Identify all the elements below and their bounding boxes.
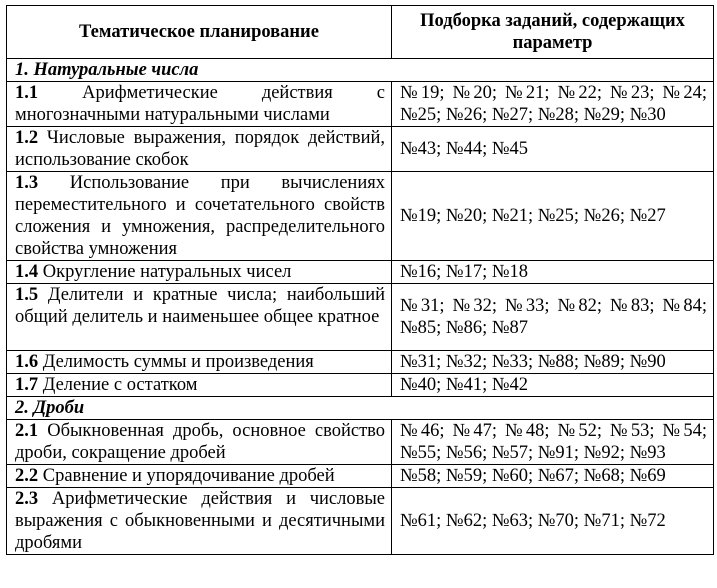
topic-cell — [7, 488, 392, 555]
topic-number: 1.6 — [15, 352, 39, 372]
topic-text: Сравнение и упорядочивание дробей — [42, 466, 335, 486]
table-row — [7, 465, 714, 488]
topic-cell — [7, 351, 392, 374]
section-title: 1. Натуральные числа — [7, 59, 714, 82]
tasks-cell: №43; №44; №45 — [392, 127, 714, 172]
table-row — [7, 284, 714, 351]
topic-number: 1.7 — [15, 375, 39, 395]
table-row — [7, 172, 714, 261]
topic-number: 1.2 — [15, 128, 39, 148]
tasks-cell: №19; №20; №21; №25; №26; №27 — [392, 172, 714, 261]
tasks-cell: №61; №62; №63; №70; №71; №72 — [392, 488, 714, 555]
planning-table — [6, 5, 714, 555]
tasks-cell: №19; №20; №21; №22; №23; №24; №25; №26; №27; №28; №29; №30 — [392, 82, 714, 127]
section-row — [7, 397, 714, 420]
table-row — [7, 127, 714, 172]
topic-text: Числовые выражения, порядок действий, использование скобок — [15, 128, 385, 170]
topic-cell — [7, 172, 392, 261]
tasks-cell: №58; №59; №60; №67; №68; №69 — [392, 465, 714, 488]
tasks-cell: №46; №47; №48; №52; №53; №54; №55; №56; №57; №91; №92; №93 — [392, 420, 714, 465]
header-tasks: Подборка заданий, содержащих параметр — [392, 6, 714, 59]
topic-number: 1.4 — [15, 262, 39, 282]
topic-number: 1.1 — [15, 83, 39, 103]
topic-cell — [7, 374, 392, 397]
topic-cell — [7, 284, 392, 351]
table-row — [7, 488, 714, 555]
topic-number: 1.3 — [15, 173, 39, 193]
topic-text: Использование при вычислениях переместительного и сочетательного свойств сложения и умножения, распределительного свойства умножения — [15, 173, 385, 259]
tasks-cell: №40; №41; №42 — [392, 374, 714, 397]
tasks-cell: №31; №32; №33; №88; №89; №90 — [392, 351, 714, 374]
topic-cell — [7, 261, 392, 284]
topic-number: 2.3 — [15, 489, 39, 509]
section-row — [7, 59, 714, 82]
topic-cell — [7, 127, 392, 172]
topic-text: Деление с остатком — [42, 375, 198, 395]
topic-text: Округление натуральных чисел — [42, 262, 292, 282]
topic-number: 1.5 — [15, 285, 39, 305]
topic-text: Обыкновенная дробь, основное свойство дроби, сокращение дробей — [15, 421, 386, 463]
topic-text: Делители и кратные числа; наибольший общий делитель и наименьшее общее кратное — [15, 285, 386, 327]
topic-number: 2.2 — [15, 466, 39, 486]
topic-text: Арифметические действия и числовые выражения с обыкновенными и десятичными дробями — [15, 489, 386, 553]
header-row — [7, 6, 714, 59]
table-row — [7, 374, 714, 397]
table-row — [7, 351, 714, 374]
topic-text: Арифметические действия с многозначными натуральными числами — [15, 83, 385, 125]
table-row — [7, 261, 714, 284]
section-title: 2. Дроби — [7, 397, 714, 420]
topic-cell — [7, 465, 392, 488]
table-row — [7, 82, 714, 127]
topic-cell — [7, 82, 392, 127]
topic-text: Делимость суммы и произведения — [42, 352, 314, 372]
table-row — [7, 420, 714, 465]
topic-cell — [7, 420, 392, 465]
header-topic: Тематическое планирование — [7, 6, 392, 59]
topic-number: 2.1 — [15, 421, 39, 441]
tasks-cell: №31; №32; №33; №82; №83; №84; №85; №86; №87 — [392, 284, 714, 351]
tasks-cell: №16; №17; №18 — [392, 261, 714, 284]
